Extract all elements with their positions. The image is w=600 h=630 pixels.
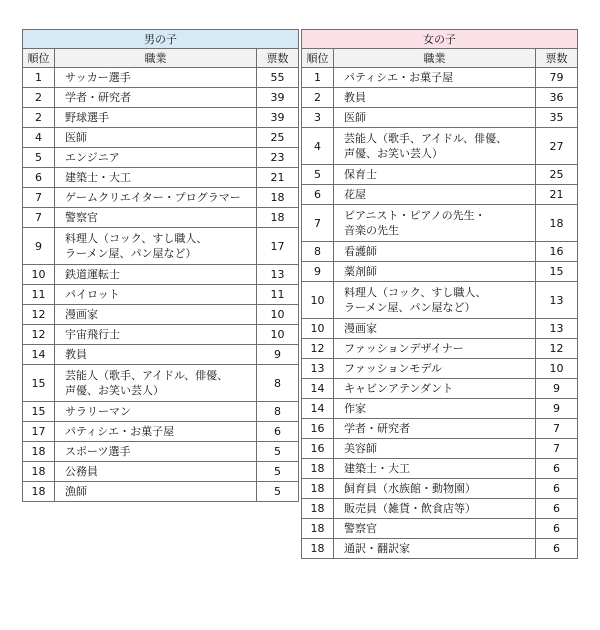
rank-cell: 16 <box>302 419 334 439</box>
rank-cell: 10 <box>302 282 334 319</box>
table-row <box>302 519 578 539</box>
job-cell: 医師 <box>334 108 536 128</box>
rank-cell: 13 <box>302 359 334 379</box>
job-cell: 料理人（コック、すし職人、 ラーメン屋、パン屋など） <box>55 228 257 265</box>
job-cell: ピアニスト・ピアノの先生・ 音楽の先生 <box>334 205 536 242</box>
votes-cell: 13 <box>536 319 578 339</box>
table-row <box>302 539 578 559</box>
rank-cell: 12 <box>23 325 55 345</box>
rank-cell: 14 <box>23 345 55 365</box>
job-cell: 教員 <box>334 88 536 108</box>
rank-cell: 4 <box>23 128 55 148</box>
job-cell: サッカー選手 <box>55 68 257 88</box>
table-row <box>302 282 578 319</box>
rank-cell: 18 <box>302 539 334 559</box>
table-row <box>23 482 299 502</box>
table-row <box>302 459 578 479</box>
votes-cell: 13 <box>536 282 578 319</box>
votes-cell: 36 <box>536 88 578 108</box>
votes-cell: 6 <box>536 519 578 539</box>
rank-cell: 14 <box>302 379 334 399</box>
votes-cell: 55 <box>257 68 299 88</box>
job-cell: 看護師 <box>334 242 536 262</box>
table-row <box>302 359 578 379</box>
rank-cell: 1 <box>23 68 55 88</box>
job-cell: 宇宙飛行士 <box>55 325 257 345</box>
votes-cell: 8 <box>257 402 299 422</box>
job-cell: 漫画家 <box>55 305 257 325</box>
rank-cell: 5 <box>302 165 334 185</box>
rank-cell: 15 <box>23 365 55 402</box>
table-row <box>23 88 299 108</box>
job-cell: キャビンアテンダント <box>334 379 536 399</box>
table-row <box>302 108 578 128</box>
votes-cell: 5 <box>257 482 299 502</box>
votes-cell: 11 <box>257 285 299 305</box>
votes-cell: 9 <box>257 345 299 365</box>
job-cell: ゲームクリエイター・プログラマー <box>55 188 257 208</box>
job-cell: 警察官 <box>334 519 536 539</box>
job-cell: 学者・研究者 <box>334 419 536 439</box>
girls-ranking-table <box>301 29 578 559</box>
job-cell: パティシエ・お菓子屋 <box>55 422 257 442</box>
job-cell: 薬剤師 <box>334 262 536 282</box>
rank-cell: 7 <box>23 188 55 208</box>
boys-job-header: 職業 <box>55 49 257 68</box>
boys-table-title: 男の子 <box>23 30 299 49</box>
rank-cell: 16 <box>302 439 334 459</box>
rank-cell: 18 <box>23 462 55 482</box>
table-row <box>23 442 299 462</box>
job-cell: 建築士・大工 <box>334 459 536 479</box>
votes-cell: 18 <box>257 208 299 228</box>
job-cell: 花屋 <box>334 185 536 205</box>
votes-cell: 10 <box>257 325 299 345</box>
rank-cell: 1 <box>302 68 334 88</box>
job-cell: 医師 <box>55 128 257 148</box>
table-row <box>23 265 299 285</box>
votes-cell: 6 <box>536 459 578 479</box>
girls-table-title: 女の子 <box>302 30 578 49</box>
table-row <box>302 399 578 419</box>
votes-cell: 18 <box>536 205 578 242</box>
table-row <box>302 479 578 499</box>
girls-job-header: 職業 <box>334 49 536 68</box>
rank-cell: 18 <box>23 482 55 502</box>
rank-cell: 11 <box>23 285 55 305</box>
boys-ranking-table <box>22 29 299 502</box>
votes-cell: 5 <box>257 442 299 462</box>
job-cell: 漫画家 <box>334 319 536 339</box>
job-cell: 学者・研究者 <box>55 88 257 108</box>
table-row <box>23 365 299 402</box>
rank-cell: 3 <box>302 108 334 128</box>
job-cell: 芸能人（歌手、アイドル、俳優、 声優、お笑い芸人） <box>55 365 257 402</box>
boys-votes-header: 票数 <box>257 49 299 68</box>
votes-cell: 13 <box>257 265 299 285</box>
table-row <box>302 128 578 165</box>
votes-cell: 6 <box>536 479 578 499</box>
table-row <box>23 148 299 168</box>
rank-cell: 6 <box>23 168 55 188</box>
table-row <box>23 68 299 88</box>
job-cell: エンジニア <box>55 148 257 168</box>
votes-cell: 21 <box>257 168 299 188</box>
girls-table-body <box>302 68 578 559</box>
votes-cell: 21 <box>536 185 578 205</box>
job-cell: 鉄道運転士 <box>55 265 257 285</box>
table-row <box>23 285 299 305</box>
votes-cell: 10 <box>257 305 299 325</box>
votes-cell: 12 <box>536 339 578 359</box>
table-row <box>23 168 299 188</box>
table-row <box>302 499 578 519</box>
table-row <box>23 305 299 325</box>
table-row <box>23 422 299 442</box>
table-row <box>23 128 299 148</box>
votes-cell: 6 <box>536 499 578 519</box>
job-cell: 建築士・大工 <box>55 168 257 188</box>
table-row <box>302 439 578 459</box>
table-row <box>302 379 578 399</box>
girls-votes-header: 票数 <box>536 49 578 68</box>
table-row <box>302 242 578 262</box>
boys-table-body <box>23 68 299 502</box>
job-cell: パイロット <box>55 285 257 305</box>
votes-cell: 17 <box>257 228 299 265</box>
table-row <box>302 185 578 205</box>
table-row <box>302 262 578 282</box>
votes-cell: 7 <box>536 419 578 439</box>
rank-cell: 18 <box>302 479 334 499</box>
rank-cell: 12 <box>302 339 334 359</box>
job-cell: 芸能人（歌手、アイドル、俳優、 声優、お笑い芸人） <box>334 128 536 165</box>
rank-cell: 14 <box>302 399 334 419</box>
rank-cell: 7 <box>23 208 55 228</box>
table-row <box>23 345 299 365</box>
rank-cell: 12 <box>23 305 55 325</box>
votes-cell: 25 <box>257 128 299 148</box>
rank-cell: 8 <box>302 242 334 262</box>
table-row <box>302 68 578 88</box>
job-cell: 作家 <box>334 399 536 419</box>
votes-cell: 23 <box>257 148 299 168</box>
girls-rank-header: 順位 <box>302 49 334 68</box>
votes-cell: 5 <box>257 462 299 482</box>
table-row <box>23 108 299 128</box>
rank-cell: 5 <box>23 148 55 168</box>
votes-cell: 35 <box>536 108 578 128</box>
votes-cell: 79 <box>536 68 578 88</box>
table-row <box>23 188 299 208</box>
job-cell: サラリーマン <box>55 402 257 422</box>
rank-cell: 18 <box>302 519 334 539</box>
table-row <box>302 419 578 439</box>
votes-cell: 15 <box>536 262 578 282</box>
job-cell: 野球選手 <box>55 108 257 128</box>
job-cell: ファッションモデル <box>334 359 536 379</box>
rank-cell: 18 <box>23 442 55 462</box>
job-cell: 教員 <box>55 345 257 365</box>
votes-cell: 18 <box>257 188 299 208</box>
table-row <box>302 205 578 242</box>
votes-cell: 39 <box>257 88 299 108</box>
job-cell: ファッションデザイナー <box>334 339 536 359</box>
votes-cell: 9 <box>536 399 578 419</box>
rank-cell: 17 <box>23 422 55 442</box>
job-cell: パティシエ・お菓子屋 <box>334 68 536 88</box>
rank-cell: 18 <box>302 499 334 519</box>
votes-cell: 39 <box>257 108 299 128</box>
job-cell: 保育士 <box>334 165 536 185</box>
table-row <box>302 339 578 359</box>
table-row <box>302 165 578 185</box>
job-cell: 公務員 <box>55 462 257 482</box>
table-row <box>23 208 299 228</box>
table-row <box>23 402 299 422</box>
rank-cell: 2 <box>302 88 334 108</box>
votes-cell: 9 <box>536 379 578 399</box>
rank-cell: 15 <box>23 402 55 422</box>
job-cell: 漁師 <box>55 482 257 502</box>
votes-cell: 8 <box>257 365 299 402</box>
rank-cell: 9 <box>302 262 334 282</box>
table-row <box>23 462 299 482</box>
job-cell: 料理人（コック、すし職人、 ラーメン屋、パン屋など） <box>334 282 536 319</box>
votes-cell: 16 <box>536 242 578 262</box>
job-cell: 飼育員（水族館・動物園） <box>334 479 536 499</box>
table-row <box>23 228 299 265</box>
votes-cell: 27 <box>536 128 578 165</box>
job-cell: 販売員（雑貨・飲食店等） <box>334 499 536 519</box>
rank-cell: 18 <box>302 459 334 479</box>
table-row <box>302 88 578 108</box>
votes-cell: 6 <box>257 422 299 442</box>
job-cell: 通訳・翻訳家 <box>334 539 536 559</box>
job-cell: スポーツ選手 <box>55 442 257 462</box>
rank-cell: 4 <box>302 128 334 165</box>
job-cell: 美容師 <box>334 439 536 459</box>
votes-cell: 6 <box>536 539 578 559</box>
votes-cell: 25 <box>536 165 578 185</box>
table-row <box>302 319 578 339</box>
rank-cell: 6 <box>302 185 334 205</box>
rank-cell: 9 <box>23 228 55 265</box>
job-cell: 警察官 <box>55 208 257 228</box>
rank-cell: 10 <box>23 265 55 285</box>
rank-cell: 2 <box>23 88 55 108</box>
rank-cell: 7 <box>302 205 334 242</box>
rank-cell: 2 <box>23 108 55 128</box>
votes-cell: 7 <box>536 439 578 459</box>
table-row <box>23 325 299 345</box>
rank-cell: 10 <box>302 319 334 339</box>
votes-cell: 10 <box>536 359 578 379</box>
boys-rank-header: 順位 <box>23 49 55 68</box>
